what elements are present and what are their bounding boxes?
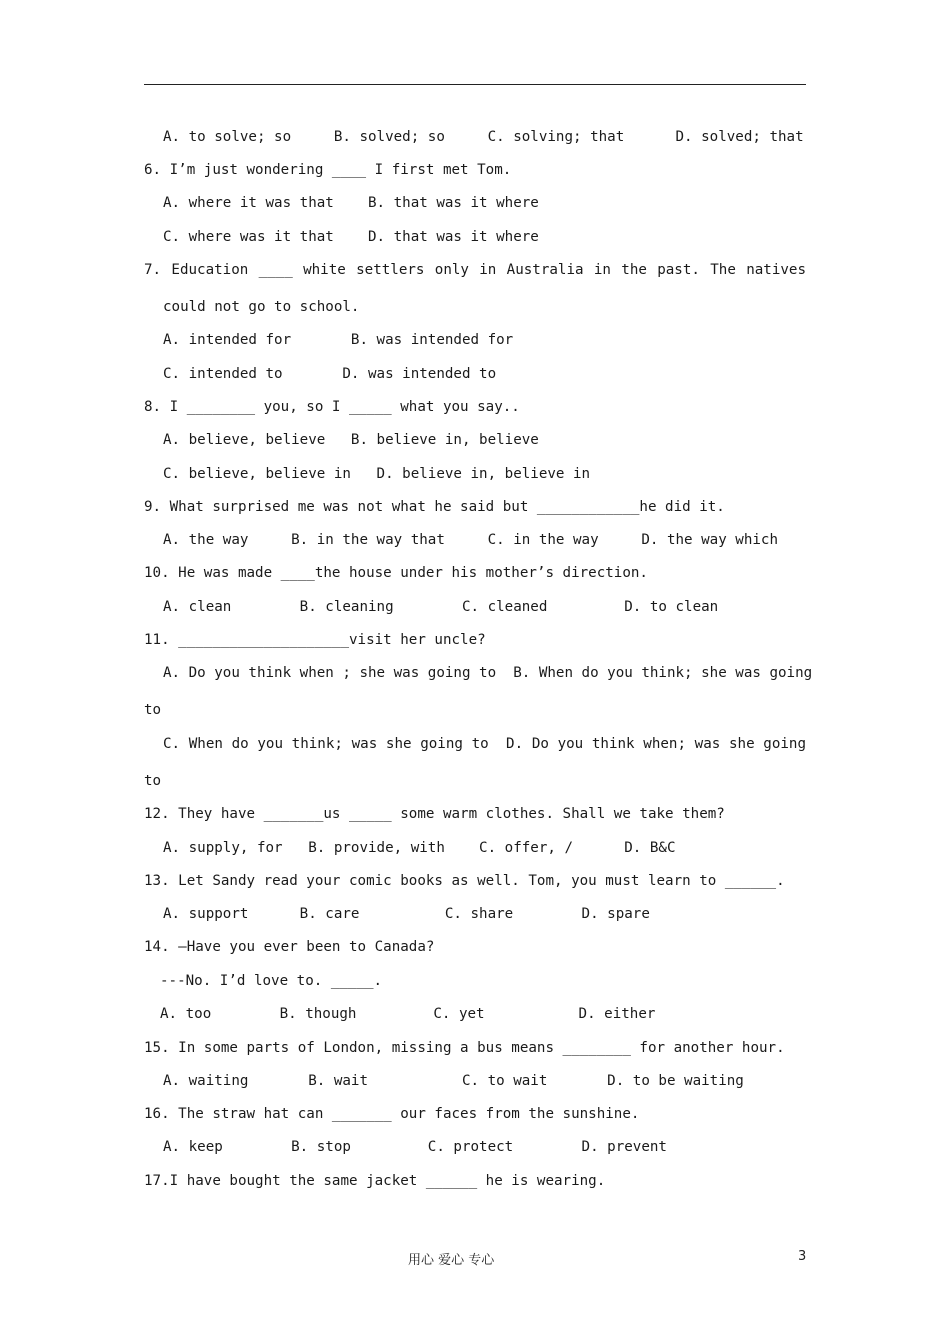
q7-stem: 7. Education ____ white settlers only in Australia in the past. The natives bbox=[144, 262, 806, 278]
q14-stem: 14. —Have you ever been to Canada? bbox=[144, 939, 435, 955]
q10-options: A. clean B. cleaning C. cleaned D. to clean bbox=[163, 599, 719, 615]
q8-options-ab: A. believe, believe B. believe in, believe bbox=[163, 432, 539, 448]
q6-stem: 6. I’m just wondering ____ I first met Tom. bbox=[144, 162, 512, 178]
q7-options-ab: A. intended for B. was intended for bbox=[163, 332, 514, 348]
q14-options: A. too B. though C. yet D. either bbox=[160, 1006, 656, 1022]
q7-options-cd: C. intended to D. was intended to bbox=[163, 366, 497, 382]
q8-stem: 8. I ________ you, so I _____ what you say.. bbox=[144, 399, 520, 415]
q11-options-cd-cont: to bbox=[144, 773, 162, 789]
q11-options-cd: C. When do you think; was she going to D. Do you think when; was she going bbox=[163, 736, 806, 752]
q13-options: A. support B. care C. share D. spare bbox=[163, 906, 650, 922]
q16-options: A. keep B. stop C. protect D. prevent bbox=[163, 1139, 667, 1155]
q9-stem: 9. What surprised me was not what he said but ____________he did it. bbox=[144, 499, 725, 515]
q11-options-ab-cont: to bbox=[144, 702, 162, 718]
q14-reply: ---No. I’d love to. _____. bbox=[160, 973, 383, 989]
q9-options: A. the way B. in the way that C. in the way D. the way which bbox=[163, 532, 778, 548]
q5-options: A. to solve; so B. solved; so C. solving; that D. solved; that bbox=[163, 129, 804, 145]
q11-stem: 11. ____________________visit her uncle? bbox=[144, 632, 486, 648]
q15-stem: 15. In some parts of London, missing a bus means ________ for another hour. bbox=[144, 1040, 785, 1056]
q17-stem: 17.I have bought the same jacket ______ he is wearing. bbox=[144, 1173, 606, 1189]
q16-stem: 16. The straw hat can _______ our faces from the sunshine. bbox=[144, 1106, 640, 1122]
q11-options-ab: A. Do you think when ; she was going to B. When do you think; she was going bbox=[163, 665, 813, 681]
q8-options-cd: C. believe, believe in D. believe in, believe in bbox=[163, 466, 591, 482]
q10-stem: 10. He was made ____the house under his mother’s direction. bbox=[144, 565, 648, 581]
q15-options: A. waiting B. wait C. to wait D. to be waiting bbox=[163, 1073, 744, 1089]
header-rule bbox=[144, 84, 806, 85]
q7-stem-cont: could not go to school. bbox=[163, 299, 360, 315]
q6-options-ab: A. where it was that B. that was it where bbox=[163, 195, 539, 211]
q12-stem: 12. They have _______us _____ some warm clothes. Shall we take them? bbox=[144, 806, 725, 822]
q12-options: A. supply, for B. provide, with C. offer, / D. B&C bbox=[163, 840, 676, 856]
page-number: 3 bbox=[798, 1249, 807, 1264]
q13-stem: 13. Let Sandy read your comic books as well. Tom, you must learn to ______. bbox=[144, 873, 785, 889]
footer-motto: 用心 爱心 专心 bbox=[408, 1253, 495, 1268]
q6-options-cd: C. where was it that D. that was it where bbox=[163, 229, 539, 245]
